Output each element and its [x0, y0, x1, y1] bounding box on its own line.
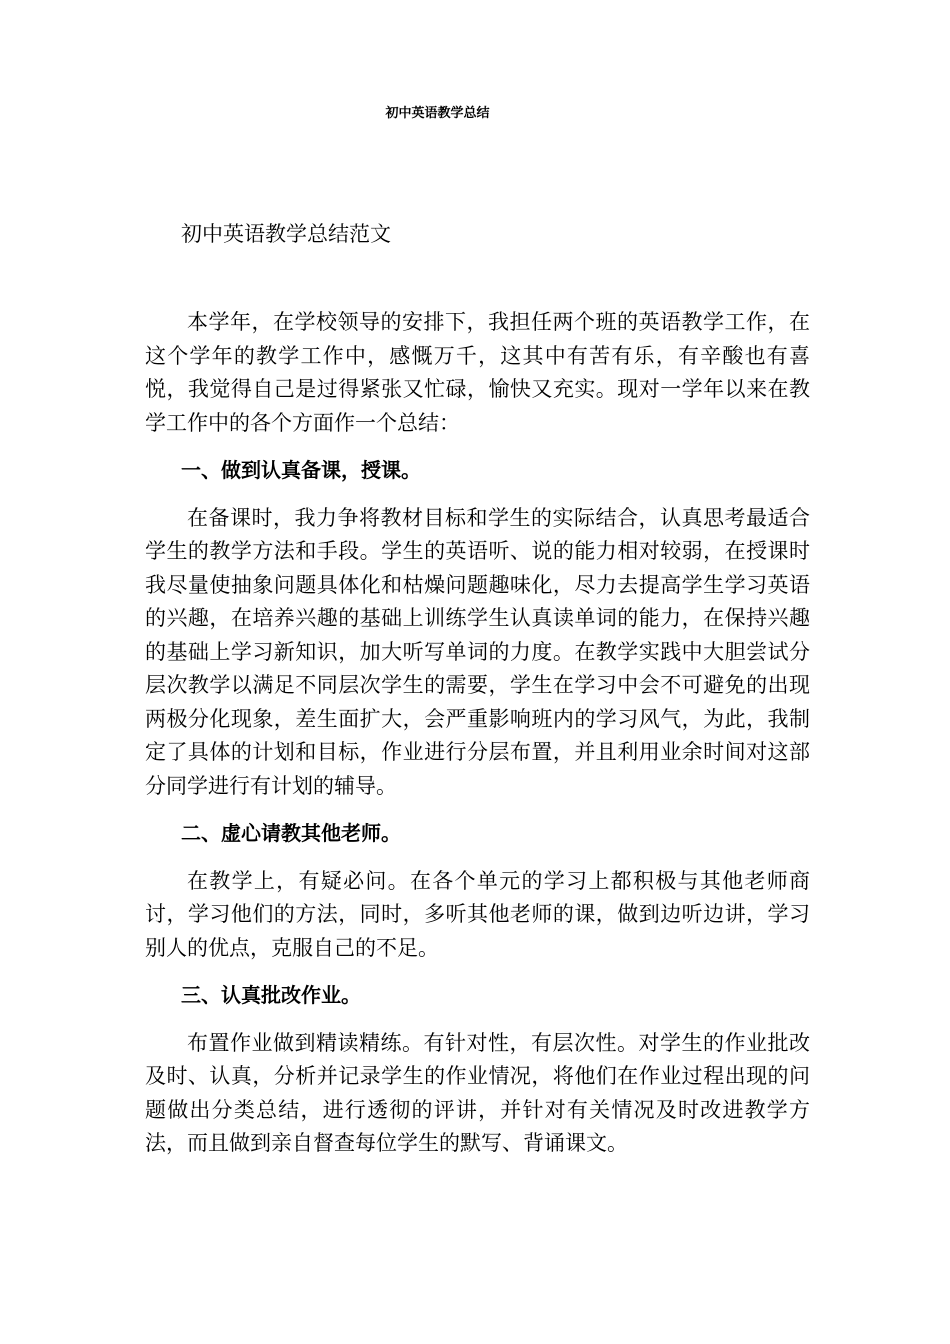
section-heading-3: 三、认真批改作业。: [181, 983, 361, 1007]
section-body-3: 布置作业做到精读精练。有针对性，有层次性。对学生的作业批改及时、认真，分析并记录学生的作业情况，将他们在作业过程出现的问题做出分类总结，进行透彻的评讲，并针对有关情况及时改进教学方法，而且做到亲自督查每位学生的默写、背诵课文。: [145, 1030, 810, 1155]
paragraph-gap: [145, 1013, 810, 1027]
section-heading-2: 二、虚心请教其他老师。: [181, 821, 401, 845]
paragraph-gap: [145, 488, 810, 502]
section-heading-1: 一、做到认真备课，授课。: [181, 458, 421, 482]
section-body-2: 在教学上，有疑必问。在各个单元的学习上都积极与其他老师商讨，学习他们的方法，同时，多听其他老师的课，做到边听边讲，学习别人的优点，克服自己的不足。: [145, 868, 810, 960]
paragraph-gap: [145, 965, 810, 979]
document-title: 初中英语教学总结范文: [181, 222, 391, 246]
document-body: [145, 306, 810, 1161]
page-header-title: 初中英语教学总结: [385, 106, 490, 121]
section-body-1: 在备课时，我力争将教材目标和学生的实际结合，认真思考最适合学生的教学方法和手段。学生的英语听、说的能力相对较弱，在授课时我尽量使抽象问题具体化和枯燥问题趣味化，尽力去提高学生学习英语的兴趣，在培养兴趣的基础上训练学生认真读单词的能力，在保持兴趣的基础上学习新知识，加大听写单词的力度。在教学实践中大胆尝试分层次教学以满足不同层次学生的需要，学生在学习中会不可避免的出现两极分化现象，差生面扩大，会严重影响班内的学习风气，为此，我制定了具体的计划和目标，作业进行分层布置，并且利用业余时间对这部分同学进行有计划的辅导。: [145, 505, 810, 798]
paragraph-gap: [145, 440, 810, 454]
intro-paragraph: 本学年，在学校领导的安排下，我担任两个班的英语教学工作，在这个学年的教学工作中，感慨万千，这其中有苦有乐，有辛酸也有喜悦，我觉得自己是过得紧张又忙碌，愉快又充实。现对一学年以来在教学工作中的各个方面作一个总结：: [145, 310, 810, 435]
paragraph-gap: [145, 803, 810, 817]
paragraph-gap: [145, 851, 810, 865]
